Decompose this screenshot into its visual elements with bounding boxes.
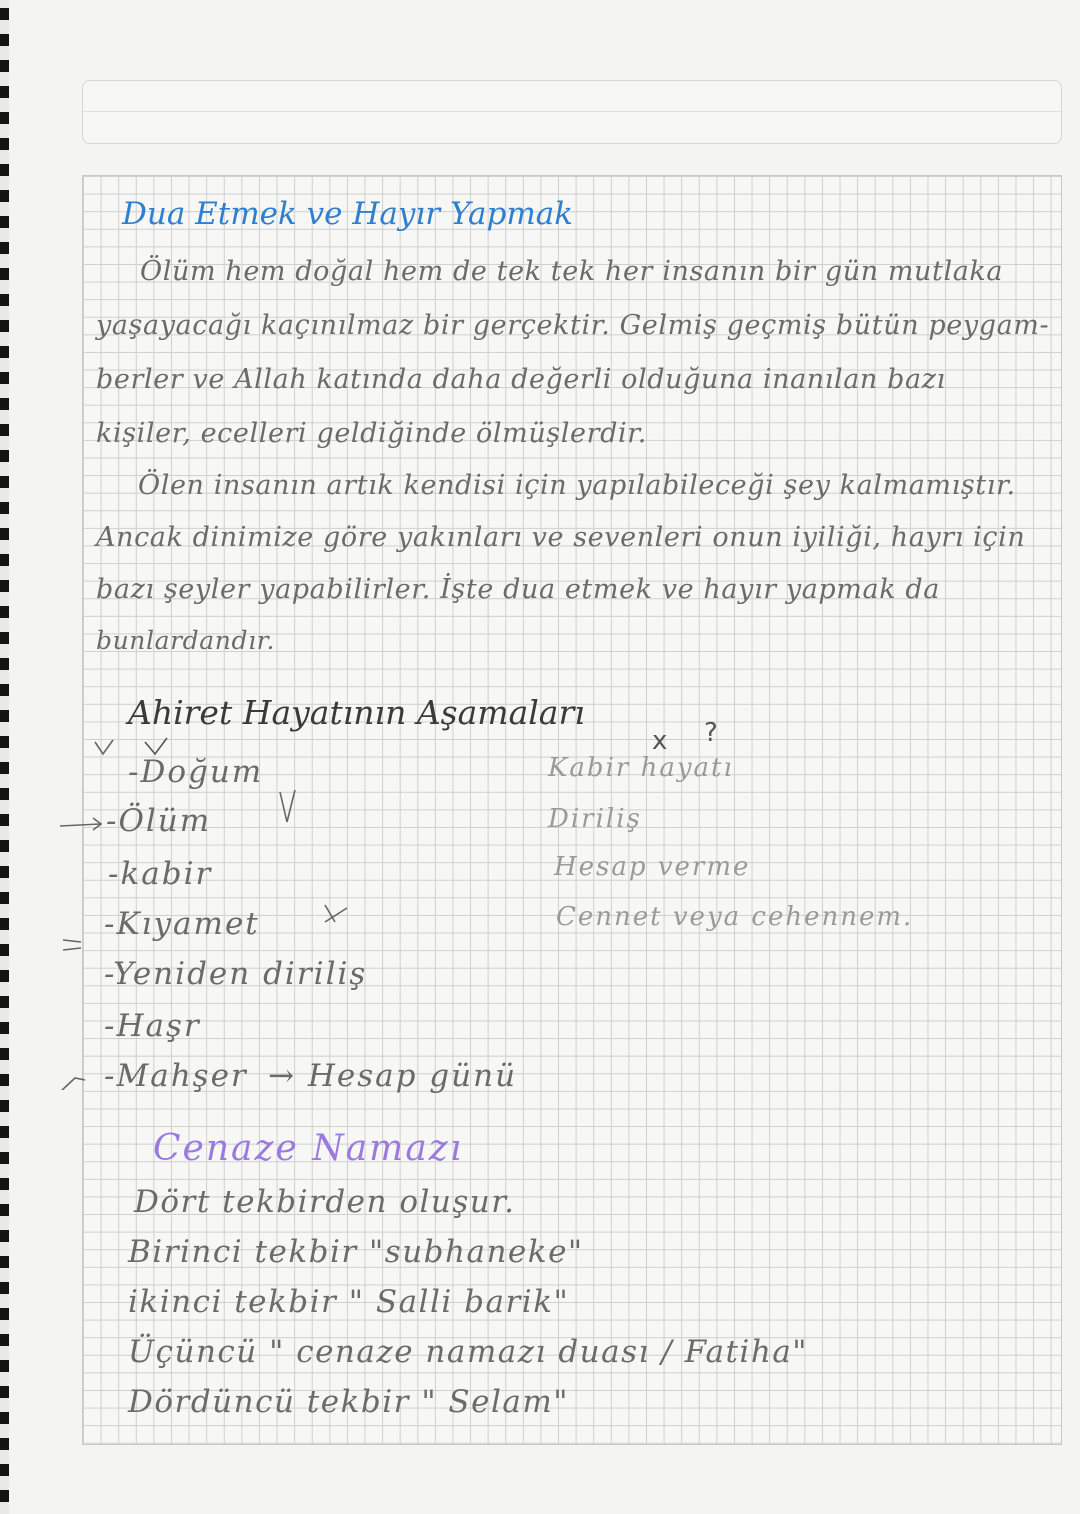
paragraph-line: Ancak dinimize göre yakınları ve sevenleri onun iyiliği, hayrı için <box>96 522 1026 553</box>
note-line: Dört tekbirden oluşur. <box>134 1184 516 1220</box>
x-mark-icon: x <box>652 726 668 756</box>
list-item: -Doğum <box>128 754 264 790</box>
paragraph-line: yaşayacağı kaçınılmaz bir gerçektir. Gelmiş geçmiş bütün peygam- <box>96 310 1050 341</box>
note-line: ikinci tekbir " Salli barik" <box>128 1284 570 1320</box>
note-line: Birinci tekbir "subhaneke" <box>128 1234 584 1270</box>
list-item: -Kıyamet <box>104 906 260 942</box>
page-header-box <box>82 80 1062 144</box>
list-item: -Mahşer <box>104 1058 248 1094</box>
paragraph-line: Ölüm hem doğal hem de tek tek her insanın bir gün mutlaka <box>140 256 1004 287</box>
paragraph-line: bunlardandır. <box>96 626 276 655</box>
paragraph-line: bazı şeyler yapabilirler. İşte dua etmek ve hayır yapmak da <box>96 574 940 605</box>
paragraph-line: Ölen insanın artık kendisi için yapılabileceği şey kalmamıştır. <box>138 470 1016 501</box>
note-line: Üçüncü " cenaze namazı duası / Fatiha" <box>128 1334 809 1370</box>
note-line: Dördüncü tekbir " Selam" <box>128 1384 570 1420</box>
paragraph-line: berler ve Allah katında daha değerli olduğuna inanılan bazı <box>96 364 946 395</box>
right-item: Hesap verme <box>554 852 751 882</box>
right-item: Cennet veya cehennem. <box>556 902 914 932</box>
list-item: -Haşr <box>104 1008 201 1044</box>
margin-arrows-icon <box>55 730 355 1090</box>
list-item: -kabir <box>108 856 213 892</box>
question-mark-icon: ? <box>704 718 718 748</box>
hesap-gunu-note: → Hesap günü <box>268 1058 518 1094</box>
section-title-dua: Dua Etmek ve Hayır Yapmak <box>122 196 573 232</box>
section-title-cenaze: Cenaze Namazı <box>153 1128 464 1169</box>
list-item: -Yeniden diriliş <box>104 956 368 992</box>
right-item: Kabir hayatı <box>548 753 734 783</box>
section-title-ahiret: Ahiret Hayatının Aşamaları <box>128 693 585 732</box>
right-item: Diriliş <box>548 804 642 834</box>
spiral-binding <box>0 0 9 1514</box>
paragraph-line: kişiler, ecelleri geldiğinde ölmüşlerdir. <box>96 418 647 449</box>
list-item: -Ölüm <box>106 803 212 839</box>
